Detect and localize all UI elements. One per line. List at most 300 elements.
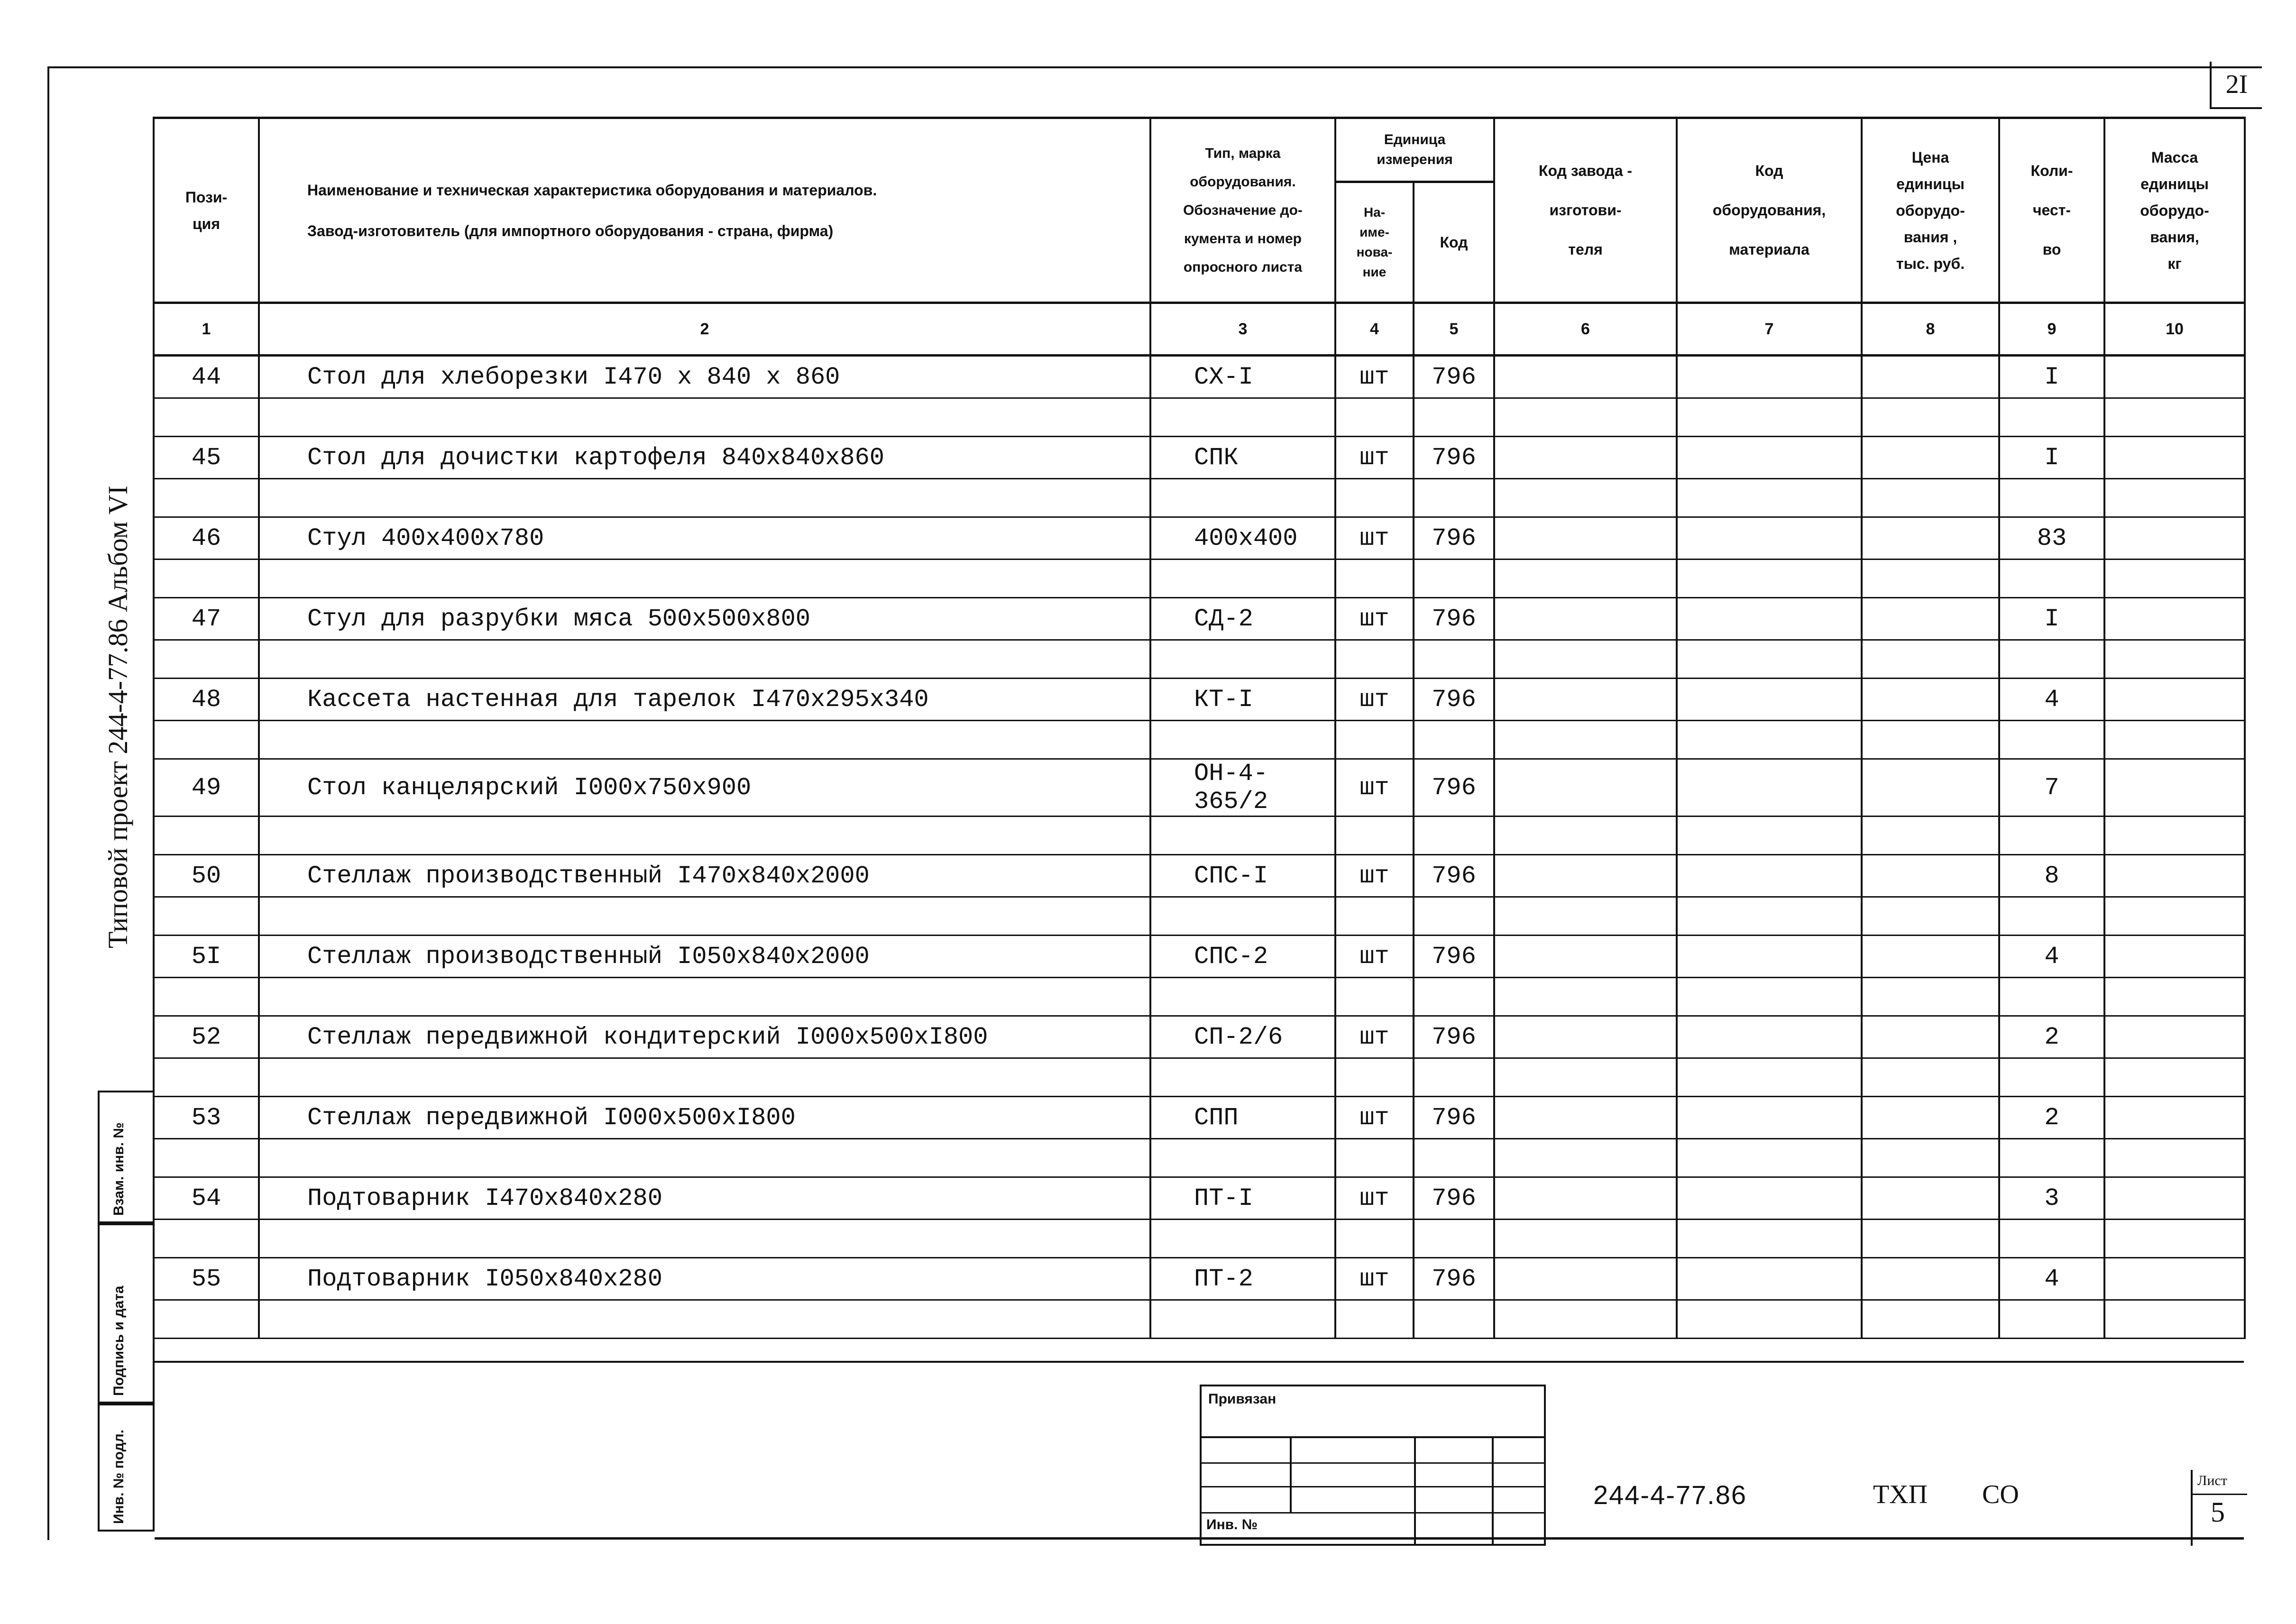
empty-cell <box>1494 978 1677 1016</box>
row-manufacturer-code <box>1494 1016 1677 1058</box>
empty-cell <box>2104 1139 2245 1177</box>
empty-cell <box>1677 978 1862 1016</box>
row-equipment-code <box>1677 855 1862 897</box>
empty-cell <box>1335 721 1414 759</box>
row-equipment-code <box>1677 759 1862 817</box>
empty-cell <box>1999 1058 2104 1097</box>
empty-cell <box>1494 479 1677 517</box>
row-type: 400х400 <box>1150 517 1335 560</box>
row-unit: шт <box>1335 1097 1414 1139</box>
row-manufacturer-code <box>1494 855 1677 897</box>
empty-cell <box>2104 398 2245 437</box>
sheet-box-divider <box>2193 1494 2247 1495</box>
row-quantity: 2 <box>1999 1097 2104 1139</box>
empty-cell <box>1494 1220 1677 1258</box>
table-row <box>154 679 2245 721</box>
column-number: 4 <box>1335 303 1414 356</box>
row-equipment-code <box>1677 517 1862 560</box>
row-quantity: 7 <box>1999 759 2104 817</box>
document-code: 244-4-77.86 <box>1593 1480 1747 1510</box>
row-equipment-code <box>1677 936 1862 978</box>
row-name: Стеллаж передвижной I000х500хI800 <box>259 1097 1150 1139</box>
stamp-original-inventory <box>98 1404 155 1532</box>
header-unit-name: На- име- нова- ние <box>1335 182 1414 303</box>
row-price <box>1862 437 1999 479</box>
row-price <box>1862 356 1999 398</box>
row-type: СПС-I <box>1150 855 1335 897</box>
empty-cell <box>1677 721 1862 759</box>
row-unit-code: 796 <box>1414 1097 1494 1139</box>
row-equipment-code <box>1677 1016 1862 1058</box>
stamp-signature-date <box>98 1223 155 1404</box>
table-body <box>154 356 2245 1339</box>
row-unit: шт <box>1335 598 1414 640</box>
table-gap-row <box>154 560 2245 598</box>
row-manufacturer-code <box>1494 356 1677 398</box>
document-subtype: СО <box>1982 1480 2019 1509</box>
stamp-signature-date-label: Подпись и дата <box>111 1285 127 1396</box>
row-type: СХ-I <box>1150 356 1335 398</box>
empty-cell <box>2104 640 2245 679</box>
row-quantity: 3 <box>1999 1177 2104 1220</box>
empty-cell <box>1150 1139 1335 1177</box>
empty-cell <box>1150 817 1335 855</box>
row-unit-code: 796 <box>1414 1258 1494 1300</box>
row-mass <box>2104 759 2245 817</box>
row-equipment-code <box>1677 437 1862 479</box>
column-number: 7 <box>1677 303 1862 356</box>
row-unit: шт <box>1335 1016 1414 1058</box>
table-gap-row <box>154 479 2245 517</box>
row-quantity: 4 <box>1999 679 2104 721</box>
sheet-box <box>2191 1470 2245 1546</box>
row-manufacturer-code <box>1494 1097 1677 1139</box>
empty-cell <box>1494 1300 1677 1339</box>
stamp-original-inventory-label: Инв. № подл. <box>111 1429 127 1524</box>
column-number: 9 <box>1999 303 2104 356</box>
empty-cell <box>1414 978 1494 1016</box>
empty-cell <box>1677 479 1862 517</box>
table-gap-row <box>154 1058 2245 1097</box>
empty-cell <box>154 817 259 855</box>
row-unit-code: 796 <box>1414 679 1494 721</box>
empty-cell <box>259 640 1150 679</box>
empty-cell <box>1150 897 1335 936</box>
row-unit: шт <box>1335 679 1414 721</box>
row-unit-code: 796 <box>1414 1016 1494 1058</box>
empty-cell <box>1414 640 1494 679</box>
frame-bottom-line <box>155 1537 2244 1540</box>
table-row <box>154 437 2245 479</box>
empty-cell <box>1335 1300 1414 1339</box>
empty-cell <box>154 1058 259 1097</box>
row-position: 55 <box>154 1258 259 1300</box>
specification-table <box>153 117 2246 1339</box>
table-row <box>154 855 2245 897</box>
empty-cell <box>1414 1300 1494 1339</box>
empty-cell <box>1677 1139 1862 1177</box>
table-row <box>154 1016 2245 1058</box>
row-unit: шт <box>1335 517 1414 560</box>
empty-cell <box>1999 398 2104 437</box>
empty-cell <box>2104 897 2245 936</box>
row-manufacturer-code <box>1494 936 1677 978</box>
empty-cell <box>259 398 1150 437</box>
row-type: СПС-2 <box>1150 936 1335 978</box>
empty-cell <box>1414 721 1494 759</box>
empty-cell <box>1494 560 1677 598</box>
empty-cell <box>1677 640 1862 679</box>
row-name: Стул 400х400х780 <box>259 517 1150 560</box>
table-row <box>154 517 2245 560</box>
empty-cell <box>1335 560 1414 598</box>
row-unit-code: 796 <box>1414 936 1494 978</box>
bound-label: Привязан <box>1208 1391 1277 1407</box>
row-position: 52 <box>154 1016 259 1058</box>
header-mass: Масса единицы оборудо- вания, кг <box>2104 118 2245 303</box>
header-type: Тип, марка оборудования. Обозначение до- кумента и номер опросного листа <box>1150 118 1335 303</box>
empty-cell <box>1494 1139 1677 1177</box>
column-number: 1 <box>154 303 259 356</box>
row-mass <box>2104 855 2245 897</box>
empty-cell <box>1414 1220 1494 1258</box>
empty-cell <box>259 479 1150 517</box>
empty-cell <box>1999 479 2104 517</box>
empty-cell <box>259 817 1150 855</box>
row-name: Стеллаж передвижной кондитерский I000х500хI800 <box>259 1016 1150 1058</box>
table-row <box>154 936 2245 978</box>
sheet-value: 5 <box>2211 1496 2225 1528</box>
column-number: 3 <box>1150 303 1335 356</box>
empty-cell <box>1150 721 1335 759</box>
empty-cell <box>1862 1058 1999 1097</box>
empty-cell <box>1494 721 1677 759</box>
row-quantity: 4 <box>1999 936 2104 978</box>
table-gap-row <box>154 640 2245 679</box>
empty-cell <box>1414 560 1494 598</box>
table-gap-row <box>154 721 2245 759</box>
row-manufacturer-code <box>1494 679 1677 721</box>
empty-cell <box>1862 1139 1999 1177</box>
row-manufacturer-code <box>1494 1258 1677 1300</box>
empty-cell <box>1494 1058 1677 1097</box>
row-mass <box>2104 437 2245 479</box>
row-quantity: 2 <box>1999 1016 2104 1058</box>
empty-cell <box>2104 721 2245 759</box>
empty-cell <box>1150 560 1335 598</box>
row-quantity: I <box>1999 598 2104 640</box>
empty-cell <box>154 1220 259 1258</box>
empty-cell <box>154 479 259 517</box>
row-name: Стол для дочистки картофеля 840х840х860 <box>259 437 1150 479</box>
empty-cell <box>1414 1058 1494 1097</box>
row-name: Кассета настенная для тарелок I470х295х340 <box>259 679 1150 721</box>
row-unit-code: 796 <box>1414 356 1494 398</box>
row-mass <box>2104 679 2245 721</box>
empty-cell <box>259 978 1150 1016</box>
row-equipment-code <box>1677 679 1862 721</box>
empty-cell <box>1150 1300 1335 1339</box>
row-unit: шт <box>1335 437 1414 479</box>
row-price <box>1862 679 1999 721</box>
empty-cell <box>1335 1139 1414 1177</box>
row-name: Стол для хлеборезки I470 x 840 x 860 <box>259 356 1150 398</box>
row-price <box>1862 855 1999 897</box>
table-row <box>154 1097 2245 1139</box>
row-name: Подтоварник I050х840х280 <box>259 1258 1150 1300</box>
row-manufacturer-code <box>1494 517 1677 560</box>
row-position: 46 <box>154 517 259 560</box>
row-position: 48 <box>154 679 259 721</box>
empty-cell <box>1677 897 1862 936</box>
header-manufacturer-code: Код завода - изготови- теля <box>1494 118 1677 303</box>
row-equipment-code <box>1677 1258 1862 1300</box>
empty-cell <box>1862 479 1999 517</box>
row-manufacturer-code <box>1494 437 1677 479</box>
header-name-line1: Наименование и техническая характеристика оборудования и материалов. <box>307 181 877 199</box>
row-equipment-code <box>1677 1097 1862 1139</box>
table-gap-row <box>154 897 2245 936</box>
row-unit-code: 796 <box>1414 517 1494 560</box>
row-unit: шт <box>1335 1258 1414 1300</box>
empty-cell <box>2104 1220 2245 1258</box>
empty-cell <box>154 897 259 936</box>
stamp-replaced-inventory-label: Взам. инв. № <box>111 1122 127 1216</box>
empty-cell <box>1862 398 1999 437</box>
empty-cell <box>1677 1220 1862 1258</box>
empty-cell <box>1494 897 1677 936</box>
row-unit: шт <box>1335 855 1414 897</box>
empty-cell <box>1494 398 1677 437</box>
column-number: 8 <box>1862 303 1999 356</box>
row-quantity: 4 <box>1999 1258 2104 1300</box>
table-gap-row <box>154 1139 2245 1177</box>
empty-cell <box>1999 560 2104 598</box>
header-unit-code: Код <box>1414 182 1494 303</box>
empty-cell <box>1414 398 1494 437</box>
bound-grid-line <box>1414 1436 1416 1545</box>
row-price <box>1862 1258 1999 1300</box>
column-number: 6 <box>1494 303 1677 356</box>
empty-cell <box>1414 817 1494 855</box>
row-name: Стул для разрубки мяса 500х500х800 <box>259 598 1150 640</box>
row-unit: шт <box>1335 356 1414 398</box>
sheet-number: 2I <box>2210 62 2262 109</box>
row-unit-code: 796 <box>1414 855 1494 897</box>
row-mass <box>2104 1097 2245 1139</box>
empty-cell <box>1335 897 1414 936</box>
empty-cell <box>2104 978 2245 1016</box>
table-gap-row <box>154 817 2245 855</box>
empty-cell <box>2104 1300 2245 1339</box>
row-quantity: 83 <box>1999 517 2104 560</box>
row-type: СД-2 <box>1150 598 1335 640</box>
row-unit: шт <box>1335 759 1414 817</box>
row-position: 54 <box>154 1177 259 1220</box>
empty-cell <box>1335 640 1414 679</box>
row-type: ПТ-2 <box>1150 1258 1335 1300</box>
header-equipment-code: Код оборудования, материала <box>1677 118 1862 303</box>
empty-cell <box>1150 978 1335 1016</box>
empty-cell <box>2104 817 2245 855</box>
stamp-replaced-inventory <box>98 1091 155 1223</box>
row-position: 53 <box>154 1097 259 1139</box>
row-type: КТ-I <box>1150 679 1335 721</box>
empty-cell <box>154 560 259 598</box>
empty-cell <box>259 897 1150 936</box>
row-position: 49 <box>154 759 259 817</box>
bound-grid-line <box>1492 1436 1494 1545</box>
row-position: 45 <box>154 437 259 479</box>
row-quantity: 8 <box>1999 855 2104 897</box>
empty-cell <box>1150 1220 1335 1258</box>
empty-cell <box>1414 897 1494 936</box>
row-mass <box>2104 1177 2245 1220</box>
row-type: СП-2/6 <box>1150 1016 1335 1058</box>
row-equipment-code <box>1677 356 1862 398</box>
row-mass <box>2104 1258 2245 1300</box>
row-price <box>1862 936 1999 978</box>
row-unit-code: 796 <box>1414 1177 1494 1220</box>
table-gap-row <box>154 398 2245 437</box>
empty-cell <box>2104 1058 2245 1097</box>
empty-cell <box>259 1058 1150 1097</box>
row-unit-code: 796 <box>1414 598 1494 640</box>
empty-cell <box>1335 978 1414 1016</box>
frame-top-line <box>47 66 2262 68</box>
empty-cell <box>1999 640 2104 679</box>
empty-cell <box>154 1300 259 1339</box>
bound-box <box>1200 1385 1546 1546</box>
header-quantity: Коли- чест- во <box>1999 118 2104 303</box>
row-price <box>1862 1097 1999 1139</box>
empty-cell <box>1335 398 1414 437</box>
empty-cell <box>1150 398 1335 437</box>
empty-cell <box>1862 640 1999 679</box>
empty-cell <box>1999 1300 2104 1339</box>
empty-cell <box>2104 479 2245 517</box>
column-numbers-row <box>154 303 2245 356</box>
empty-cell <box>1150 640 1335 679</box>
row-price <box>1862 1016 1999 1058</box>
header-row <box>154 118 2245 182</box>
row-price <box>1862 759 1999 817</box>
header-name-line2: Завод-изготовитель (для импортного оборудования - страна, фирма) <box>307 222 834 239</box>
empty-cell <box>1862 897 1999 936</box>
table-row <box>154 1258 2245 1300</box>
empty-cell <box>1335 479 1414 517</box>
row-manufacturer-code <box>1494 759 1677 817</box>
row-position: 5I <box>154 936 259 978</box>
side-label: Типовой проект 244-4-77.86 Альбом VI <box>102 485 133 948</box>
empty-cell <box>1335 1058 1414 1097</box>
empty-cell <box>1150 479 1335 517</box>
table-row <box>154 356 2245 398</box>
title-block-top-line <box>155 1361 2244 1363</box>
row-type: ПТ-I <box>1150 1177 1335 1220</box>
empty-cell <box>1150 1058 1335 1097</box>
row-type: ОН-4-365/2 <box>1150 759 1335 817</box>
empty-cell <box>154 640 259 679</box>
row-position: 50 <box>154 855 259 897</box>
inventory-number-label: Инв. № <box>1206 1517 1258 1532</box>
row-unit: шт <box>1335 1177 1414 1220</box>
column-number: 5 <box>1414 303 1494 356</box>
empty-cell <box>1414 479 1494 517</box>
row-position: 44 <box>154 356 259 398</box>
empty-cell <box>1677 560 1862 598</box>
row-equipment-code <box>1677 1177 1862 1220</box>
empty-cell <box>1677 817 1862 855</box>
row-quantity: I <box>1999 437 2104 479</box>
row-equipment-code <box>1677 598 1862 640</box>
row-mass <box>2104 598 2245 640</box>
row-mass <box>2104 517 2245 560</box>
empty-cell <box>154 1139 259 1177</box>
empty-cell <box>1414 1139 1494 1177</box>
row-type: СПП <box>1150 1097 1335 1139</box>
empty-cell <box>1862 560 1999 598</box>
row-mass <box>2104 936 2245 978</box>
empty-cell <box>1999 1220 2104 1258</box>
row-unit-code: 796 <box>1414 437 1494 479</box>
empty-cell <box>1999 1139 2104 1177</box>
empty-cell <box>1677 398 1862 437</box>
row-unit-code: 796 <box>1414 759 1494 817</box>
table-gap-row <box>154 1300 2245 1339</box>
row-name: Подтоварник I470х840х280 <box>259 1177 1150 1220</box>
table-row <box>154 598 2245 640</box>
empty-cell <box>2104 560 2245 598</box>
row-name: Стеллаж производственный I470х840х2000 <box>259 855 1150 897</box>
empty-cell <box>1862 1220 1999 1258</box>
empty-cell <box>1677 1058 1862 1097</box>
empty-cell <box>259 1220 1150 1258</box>
header-unit-group: Единица измерения <box>1335 118 1494 182</box>
row-manufacturer-code <box>1494 598 1677 640</box>
header-price: Цена единицы оборудо- вания , тыс. руб. <box>1862 118 1999 303</box>
row-unit: шт <box>1335 936 1414 978</box>
empty-cell <box>1494 640 1677 679</box>
row-manufacturer-code <box>1494 1177 1677 1220</box>
empty-cell <box>1335 817 1414 855</box>
empty-cell <box>1335 1220 1414 1258</box>
empty-cell <box>154 978 259 1016</box>
empty-cell <box>1862 721 1999 759</box>
empty-cell <box>1862 817 1999 855</box>
empty-cell <box>259 1300 1150 1339</box>
header-name <box>259 118 1150 303</box>
row-position: 47 <box>154 598 259 640</box>
bound-grid-line <box>1290 1436 1292 1512</box>
row-mass <box>2104 1016 2245 1058</box>
empty-cell <box>154 721 259 759</box>
table-gap-row <box>154 1220 2245 1258</box>
row-price <box>1862 598 1999 640</box>
row-mass <box>2104 356 2245 398</box>
empty-cell <box>259 721 1150 759</box>
row-name: Стеллаж производственный I050х840х2000 <box>259 936 1150 978</box>
row-price <box>1862 1177 1999 1220</box>
row-name: Стол канцелярский I000х750х900 <box>259 759 1150 817</box>
document-type: ТХП <box>1873 1480 1928 1509</box>
empty-cell <box>1862 978 1999 1016</box>
empty-cell <box>1999 817 2104 855</box>
table-row <box>154 759 2245 817</box>
row-quantity: I <box>1999 356 2104 398</box>
empty-cell <box>154 398 259 437</box>
table-row <box>154 1177 2245 1220</box>
